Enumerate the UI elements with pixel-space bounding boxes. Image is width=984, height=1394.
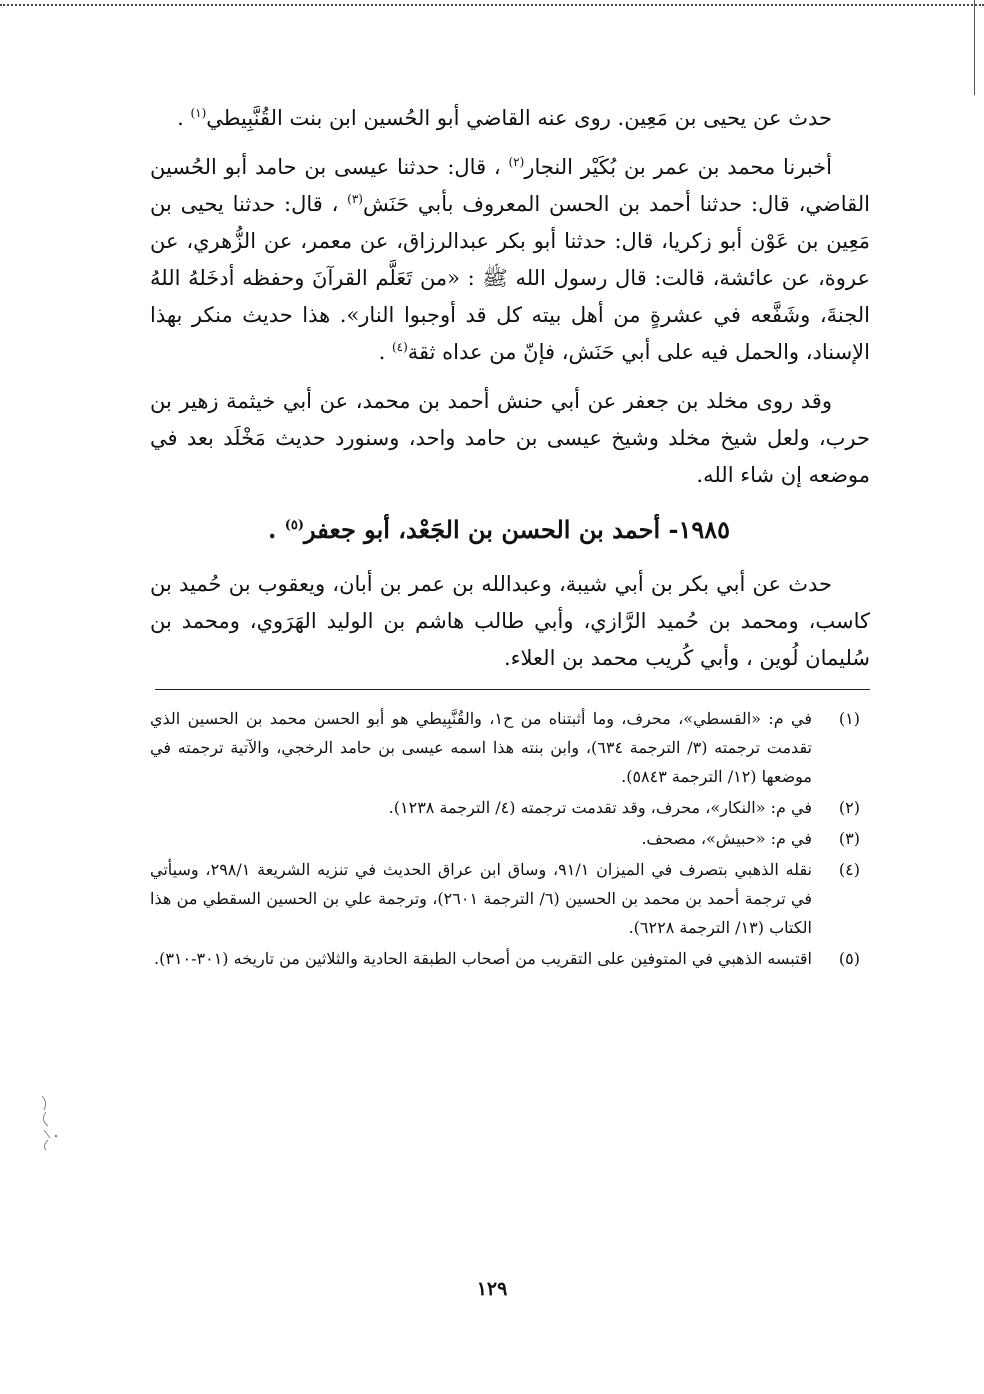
footnote-ref-1: (١) bbox=[190, 106, 207, 120]
footnote-number: (٢) bbox=[838, 798, 860, 817]
footnote-text: اقتبسه الذهبي في المتوفين على التقريب من أصحاب الطبقة الحادية والثلاثين من تاريخه (٣٠١-٣١٠). bbox=[153, 949, 812, 968]
footnote-ref-4: (٤) bbox=[391, 340, 408, 354]
footnote-ref-2: (٢) bbox=[508, 155, 525, 169]
footnote-separator bbox=[155, 689, 870, 690]
page-number: ١٢٩ bbox=[476, 1278, 508, 1300]
footnote-number: (٥) bbox=[838, 949, 860, 968]
paragraph-3: وقد روى مخلد بن جعفر عن أبي حنش أحمد بن محمد، عن أبي خيثمة زهير بن حرب، ولعل شيخ مخلد وشيخ عيسى بن حامد واحد، وسنورد حديث مَخْلَد بعد في موضعه إن شاء الله. bbox=[150, 389, 870, 487]
side-margin-rule bbox=[974, 0, 975, 95]
paragraph-2 bbox=[150, 149, 870, 371]
footnote-1 bbox=[150, 704, 870, 791]
paragraph-2-end: . bbox=[378, 340, 392, 364]
entry-heading-text: ١٩٨٥- أحمد بن الحسن بن الجَعْد، أبو جعفر bbox=[304, 515, 730, 544]
footnote-text: في م: «القسطي»، محرف، وما أثبتناه من ح١، والقُنَّبِيطي هو أبو الحسن محمد بن الحسين الذي تقدمت ترجمته (٣/ الترجمة ٦٣٤)، وابن بنته هذا اسمه عيسى بن حامد الرخجي، والآتية ترجمته في موضعها (١٢/ الترجمة ٥٨٤٣). bbox=[150, 709, 813, 786]
margin-scribble-icon bbox=[36, 1092, 64, 1152]
footnote-4 bbox=[150, 855, 870, 942]
footnote-ref-3: (٣) bbox=[347, 192, 363, 206]
footnote-number: (١) bbox=[838, 709, 860, 728]
paragraph-1-end: . bbox=[177, 106, 191, 130]
footnote-3 bbox=[150, 824, 870, 853]
footnote-text: نقله الذهبي بتصرف في الميزان ٩١/١، وساق ابن عراق الحديث في تنزيه الشريعة ٢٩٨/١، وسيأتي في ترجمة أحمد بن محمد بن الحسين (٦/ الترجمة ٢٦٠١)، وترجمة علي بن الحسين السقطي من هذا الكتاب (١٣/ الترجمة ٦٢٢٨). bbox=[150, 860, 813, 937]
paragraph-2-text-a: أخبرنا محمد بن عمر بن بُكَيْر النجار bbox=[524, 155, 833, 179]
paragraph-1 bbox=[150, 100, 870, 137]
entry-heading bbox=[150, 506, 870, 550]
footnote-5 bbox=[150, 944, 870, 973]
top-dotted-rule bbox=[0, 4, 984, 6]
footnotes bbox=[150, 704, 870, 973]
footnote-ref-5: (٥) bbox=[284, 518, 305, 533]
footnote-number: (٣) bbox=[838, 829, 860, 848]
footnote-text: في م: «حبيش»، مصحف. bbox=[641, 829, 812, 848]
paragraph-1-text: حدث عن يحيى بن مَعِين. روى عنه القاضي أبو الحُسين ابن بنت القُنَّبِيطي bbox=[206, 106, 832, 130]
paragraph-2-text-c: ، قال: حدثنا يحيى بن مَعِين بن عَوْن أبو زكريا، قال: حدثنا أبو بكر عبدالرزاق، عن معمر، عن الزُّهري، عن عروة، عن عائشة، قالت: قال رسول الله ﷺ : «من تَعَلَّم القرآنَ وحفظه أدخَلهُ اللهُ الجنةَ، وشَفَّعه في عشرةٍ من أهل بيته كل قد أوجبوا النار». هذا حديث منكر بهذا الإسناد، والحمل فيه على أبي حَنَش، فإنّ من عداه ثقة bbox=[150, 192, 870, 364]
page-body bbox=[150, 100, 870, 975]
footnote-number: (٤) bbox=[838, 860, 860, 879]
paragraph-2-text-b: ، قال: حدثنا عيسى بن حامد أبو الحُسين القاضي، قال: حدثنا أحمد بن الحسن المعروف بأبي حَنَش bbox=[150, 155, 870, 216]
footnote-text: في م: «النكار»، محرف، وقد تقدمت ترجمته (٤/ الترجمة ١٢٣٨). bbox=[388, 798, 812, 817]
entry-paragraph: حدث عن أبي بكر بن أبي شيبة، وعبدالله بن عمر بن أبان، ويعقوب بن حُميد بن كاسب، ومحمد بن حُميد الرَّازي، وأبي طالب هاشم بن الوليد الهَرَوي، ومحمد بن سُليمان لُوين ، وأبي كُريب محمد بن العلاء. bbox=[150, 572, 870, 670]
entry-heading-end: . bbox=[268, 515, 285, 544]
footnote-2 bbox=[150, 793, 870, 822]
